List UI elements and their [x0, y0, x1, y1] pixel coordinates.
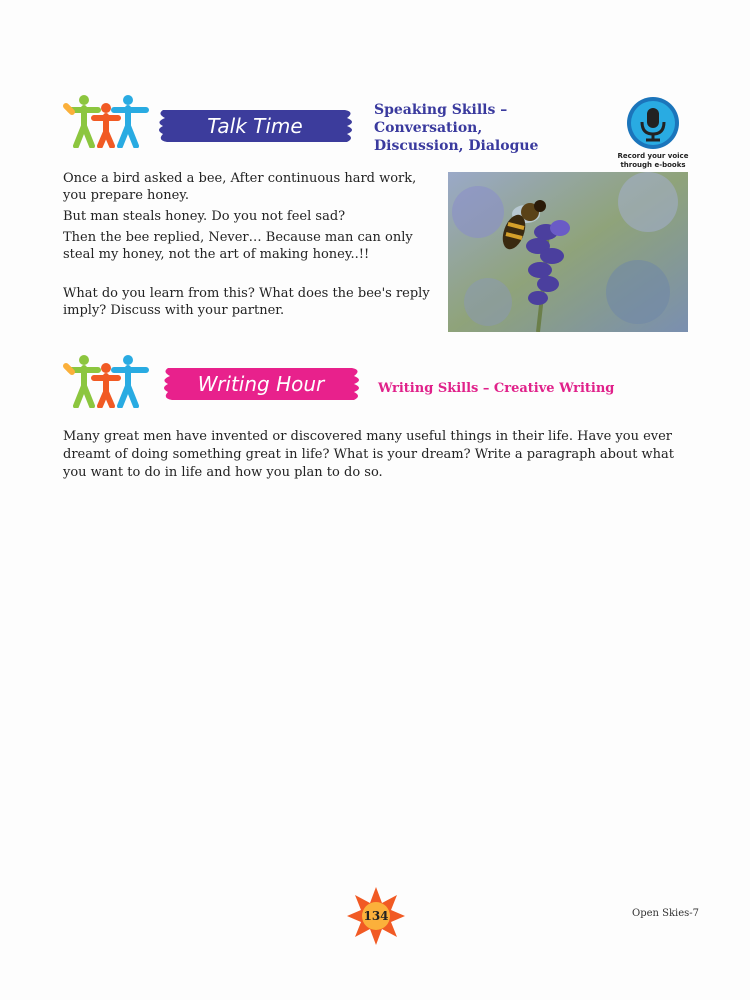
- talk-time-title: Talk Time: [207, 114, 303, 138]
- book-title: Open Skies-7: [632, 908, 700, 919]
- discussion-prompt: What do you learn from this? What does the bee's reply imply? Discuss with your partner.: [63, 286, 430, 318]
- speaking-skills-heading: [374, 101, 538, 155]
- writing-hour-banner: [158, 364, 364, 404]
- writing-task: [63, 428, 695, 482]
- skill-line: Speaking Skills –: [374, 102, 508, 118]
- writing-task-paragraph: Many great men have invented or discovered many useful things in their life. Have you ever dreamt of doing something great in life? What is your dream? Write a paragraph about what you want to do in life and how you plan to do so.: [63, 429, 675, 480]
- people-group-icon: [62, 354, 154, 408]
- bee-on-lavender-photo: [448, 172, 688, 332]
- skill-line: Conversation,: [374, 120, 483, 136]
- page-number: 134: [363, 909, 389, 923]
- talk-time-banner: [153, 106, 357, 146]
- skill-line: Discussion, Dialogue: [374, 138, 539, 154]
- microphone-icon[interactable]: [626, 96, 680, 150]
- story-paragraph: But man steals honey. Do you not feel sad?: [63, 209, 346, 224]
- writing-hour-title: Writing Hour: [197, 372, 325, 396]
- caption-line: through e-books: [620, 161, 686, 169]
- story-text: [63, 170, 441, 323]
- story-paragraph: Then the bee replied, Never… Because man can only steal my honey, not the art of making honey..!!: [63, 230, 413, 262]
- story-paragraph: Once a bird asked a bee, After continuous hard work, you prepare honey.: [63, 171, 417, 203]
- record-voice-caption: [606, 152, 700, 170]
- writing-skills-heading: Writing Skills – Creative Writing: [378, 381, 615, 396]
- people-group-icon: [62, 94, 154, 148]
- caption-line: Record your voice: [617, 152, 689, 160]
